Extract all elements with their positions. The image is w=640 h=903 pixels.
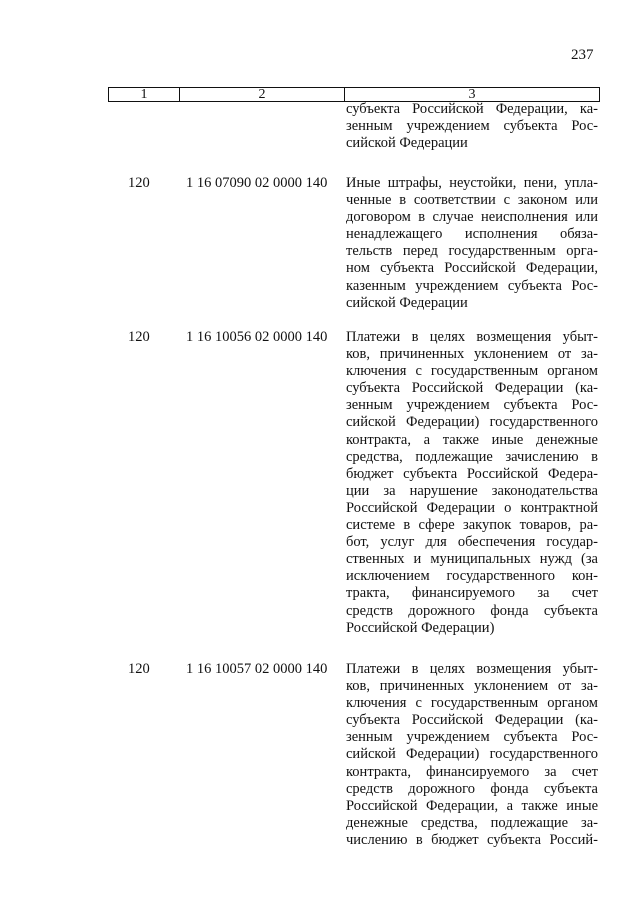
text-line: казенным учреждением субъекта Рос- <box>346 277 598 294</box>
text-line: Российской Федерации) <box>346 619 495 636</box>
text-line: Платежи в целях возмещения убыт- <box>346 329 598 345</box>
text-line: зенным учреждением субъекта Рос- <box>346 729 598 746</box>
text-line: Платежи в целях возмещения убыт- <box>346 661 598 677</box>
text-line: договором в случае неисполнения или <box>346 209 598 226</box>
text-line: исключением государственного кон- <box>346 568 598 585</box>
text-line: субъекта Российской Федерации (ка- <box>346 712 598 729</box>
text-line: ков, причиненных уклонением от за- <box>346 346 598 363</box>
text-line: Иные штрафы, неустойки, пени, упла- <box>346 175 598 191</box>
text-line: средств дорожного фонда субъекта <box>346 780 598 797</box>
admin-code: 120 <box>128 661 150 677</box>
text-line: средства, подлежащие зачислению в <box>346 448 598 465</box>
text-line: ции за нарушение законодательства <box>346 482 598 499</box>
text-line: ном субъекта Российской Федерации, <box>346 260 598 277</box>
budget-classification-code: 1 16 07090 02 0000 140 <box>186 175 328 191</box>
text-line: бот, услуг для обеспечения государ- <box>346 534 598 551</box>
text-line: денежные средства, подлежащие за- <box>346 814 598 831</box>
admin-code: 120 <box>128 175 150 191</box>
text-line: субъекта Российской Федерации, ка- <box>346 101 598 117</box>
text-line: контракта, финансируемого за счет <box>346 763 598 780</box>
text-line: средств дорожного фонда субъекта <box>346 602 598 619</box>
text-line: бюджет субъекта Российской Федера- <box>346 465 598 482</box>
text-line: зенным учреждением субъекта Рос- <box>346 118 598 135</box>
text-line: ненадлежащего исполнения обяза- <box>346 226 598 243</box>
column-header-2: 2 <box>180 88 345 101</box>
text-line: сийской Федерации) государственного <box>346 414 598 431</box>
continuation-text <box>346 101 598 152</box>
revenue-description <box>346 329 598 637</box>
text-line: сийской Федерации) государственного <box>346 746 598 763</box>
text-line: ключения с государственным органом <box>346 695 598 712</box>
text-line: ственных и муниципальных нужд (за <box>346 551 598 568</box>
column-header-row <box>108 87 600 102</box>
text-line: контракта, а также иные денежные <box>346 431 598 448</box>
text-line: субъекта Российской Федерации (ка- <box>346 380 598 397</box>
text-line: тельств перед государственным орга- <box>346 243 598 260</box>
budget-classification-code: 1 16 10057 02 0000 140 <box>186 661 328 677</box>
text-line: Российской Федерации о контрактной <box>346 499 598 516</box>
text-line: ключения с государственным органом <box>346 363 598 380</box>
revenue-description <box>346 175 598 312</box>
text-line: сийской Федерации <box>346 294 468 311</box>
admin-code: 120 <box>128 329 150 345</box>
revenue-description <box>346 661 598 849</box>
text-line: числению в бюджет субъекта Россий- <box>346 831 598 848</box>
budget-classification-code: 1 16 10056 02 0000 140 <box>186 329 328 345</box>
text-line: ченные в соответствии с законом или <box>346 192 598 209</box>
text-line: зенным учреждением субъекта Рос- <box>346 397 598 414</box>
column-header-3: 3 <box>468 87 476 102</box>
text-line: системе в сфере закупок товаров, ра- <box>346 517 598 534</box>
text-line: сийской Федерации <box>346 135 468 152</box>
text-line: тракта, финансируемого за счет <box>346 585 598 602</box>
page-number: 237 <box>571 47 594 63</box>
text-line: ков, причиненных уклонением от за- <box>346 678 598 695</box>
text-line: Российской Федерации, а также иные <box>346 797 598 814</box>
column-header-1: 1 <box>109 88 180 101</box>
